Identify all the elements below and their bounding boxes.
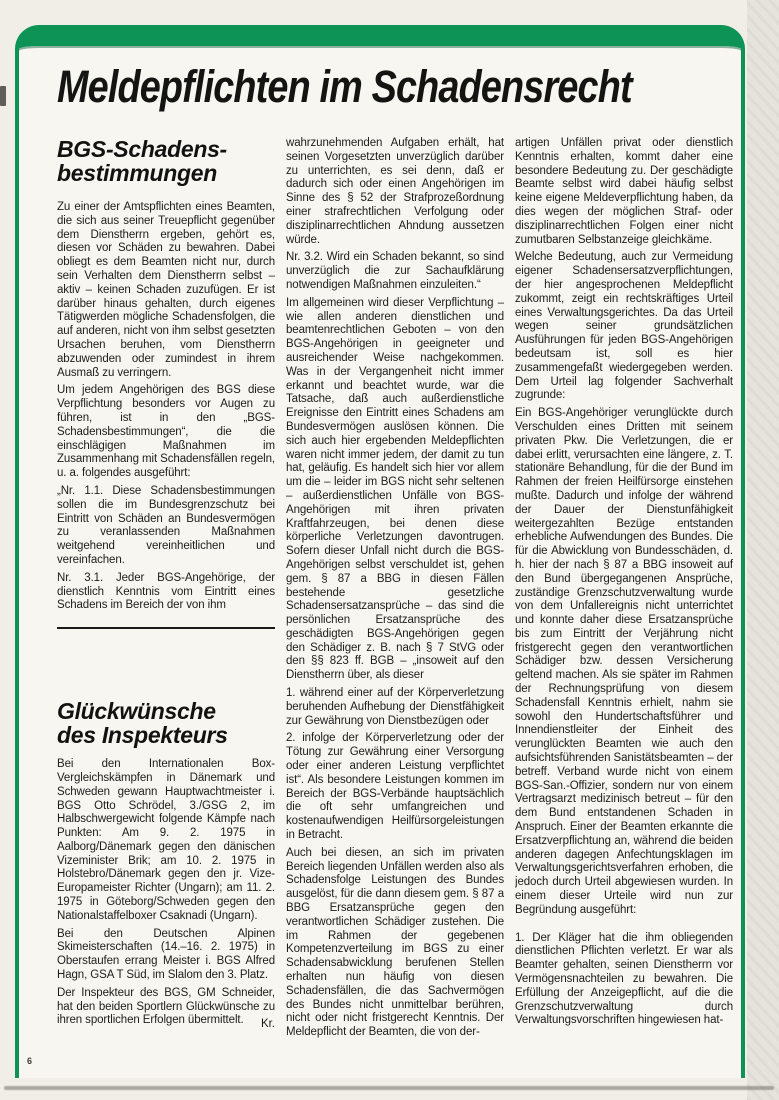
section-divider xyxy=(57,627,275,629)
article-heading-glueckwuensche xyxy=(57,699,275,747)
column-left xyxy=(57,137,275,1078)
page-number: 6 xyxy=(27,1056,33,1066)
paragraph: Der Inspekteur des BGS, GM Schneider, hat den beiden Sportlern Glückwünsche zu ihren sportlichen Erfolgen übermittelt. xyxy=(57,986,275,1027)
author-initials: Kr. xyxy=(260,1018,275,1031)
article-bgs-col1-text xyxy=(57,201,275,613)
heading-line-2: bestimmungen xyxy=(57,160,217,186)
paragraph: Bei den Deutschen Alpinen Skimeisterschaften (14.–16. 2. 1975) in Oberstaufen errang Meister i. BGS Alfred Hagn, GSA T Süd, im Slalom den 3. Platz. xyxy=(57,927,275,982)
paragraph: Bei den Internationalen Box-Vergleichskämpfen in Dänemark und Schweden gewann Hauptwachtmeister i. BGS Otto Schrödel, 3./GSG 2, im Halbschwergewicht folgende Kämpfe nach Punkten: Am 9. 2. 1975 in Aalborg/Dänemark gegen den dänischen Vizeminister Brik; am 10. 2. 1975 in Holstebro/Dänemark gegen den jr. Vize-Europameister Richter (Ungarn); am 11. 2. 1975 in Göteborg/Schweden gegen den Nationalstaffelboxer Csaknadi (Ungarn). xyxy=(57,758,275,922)
article-glueckwuensche xyxy=(57,699,275,1032)
heading-line-2: des Inspekteurs xyxy=(57,722,228,749)
paragraph: 1. während einer auf der Körperverletzung beruhenden Aufhebung der Dienstfähigkeit zur Gewährung von Dienstbezügen oder xyxy=(286,687,504,727)
paragraph: wahrzunehmenden Aufgaben erhält, hat seinen Vorgesetzten unverzüglich darüber zu unterrichten, es sei denn, daß er dadurch sich oder einen Angehörigen im Sinne des § 52 der Strafprozeßordnung einer strafrechtlichen Verfolgung oder disziplinarrechtlichen Ahndung aussetzen würde. xyxy=(286,137,504,246)
green-frame xyxy=(15,25,745,1078)
article-glueckwuensche-text xyxy=(57,758,275,1028)
paragraph: 2. infolge der Körperverletzung oder der Tötung zur Gewährung einer Versorgung oder einer anderen Leistung verpflichtet ist“. Als besondere Leistungen kommen im Bereich der BGS-Verbände hauptsächlich die oft sehr umfangreichen und kostenaufwendigen Heilfürsorgeleistungen in Betracht. xyxy=(286,732,504,842)
page-bottom-edge xyxy=(4,1086,774,1090)
paragraph: Auch bei diesen, an sich im privaten Bereich liegenden Unfällen werden also als Schadensfolge Leistungen des Bundes ausgelöst, für die dann diesem gem. § 87 a BBG Ersatzansprüche gegen den verantwortlichen Schädiger zustehen. Die im Rahmen der gegebenen Kompetenzverteilung im BGS zu einer Schadensabwicklung berufenen Stellen erhalten nun häufig von diesen Schadensfällen, die das Sachvermögen des Bundes nicht unmittelbar berühren, nicht oder nicht fristgerecht Kenntnis. Der Meldepflicht der Beamten, die von der- xyxy=(286,846,504,1039)
paragraph: Nr. 3.1. Jeder BGS-Angehörige, der dienstlich Kenntnis vom Eintritt eines Schadens im Bereich der von ihm xyxy=(57,571,275,612)
paragraph: 1. Der Kläger hat die ihm obliegenden dienstlichen Pflichten verletzt. Er war als Beamter gehalten, seinen Dienstherrn vor Vermögensnachteilen zu bewahren. Die Erfüllung der Anzeigepflicht, auf die die Grenzschutzverwaltung durch Verwaltungsvorschriften hingewiesen hat- xyxy=(515,931,733,1027)
paragraph: artigen Unfällen privat oder dienstlich Kenntnis erhalten, kommt daher eine besondere Bedeutung zu. Der geschädigte Beamte selbst wird dabei häufig selbst keine eigene Meldeverpflichtung haben, da dies wegen der möglichen Straf- oder disziplinarrechtlichen Folgen einer nicht zumutbaren Selbstanzeige gleichkäme. xyxy=(515,137,733,246)
paragraph: Ein BGS-Angehöriger verunglückte durch Verschulden eines Dritten mit seinem privaten Pkw. Die Verletzungen, die er dabei erlitt, verursachten eine längere, z. T. stationäre Behandlung, für die der Bund im Rahmen der freien Heilfürsorge einstehen mußte. Dadurch und infolge der während der Dauer der Dienstunfähigkeit weitergezahlten Bezüge entstanden erhebliche Aufwendungen des Bundes. Die für die Abwicklung von Bundesschäden, d. h. hier der nach § 87 a BBG insoweit auf den Bund übergegangenen Ansprüche, zuständige Grenzschutzverwaltung wurde von dem Unfallereignis nicht unterrichtet und konnte daher diese Ersatzansprüche bis zum Eintritt der Verjährung nicht fristgerecht gegen den verantwortlichen Schädiger bzw. dessen Versicherung geltend machen. Als sie später im Rahmen der Rechnungsprüfung von diesem Schadensfall Kenntnis erhielt, nahm sie sowohl den Hundertschaftsführer und Innendienstleiter der Einheit des verunglückten Beamten wie auch den aufsichtsführenden Sanistätsbeamten – der betreff. Verband wurde nicht von einem BGS-San.-Offizier, sondern nur von einem Vertragsarzt medizinisch betreut – für den dem Bund entstandenen Schaden in Anspruch. Einer der Beamten erkannte die Ersatzverpflichtung an, während die beiden anderen dagegen Anfechtungsklagen im Verwaltungsgerichtsverfahren erhoben, die jedoch durch Urteil abgewiesen wurden. In einem dieser Urteile wird nun zur Begründung ausgeführt: xyxy=(515,407,733,916)
paragraph: Um jedem Angehörigen des BGS diese Verpflichtung besonders vor Augen zu führen, ist in den „BGS-Schadensbestimmungen“, die die einschlägigen Maßnahmen im Zusammenhang mit Schadensfällen regeln, u. a. folgendes ausgeführt: xyxy=(57,384,275,480)
article-bgs-col3-text xyxy=(515,137,733,1028)
scan-right-margin xyxy=(747,0,779,1100)
scan-edge-mark xyxy=(0,86,6,106)
column-right xyxy=(515,137,733,1078)
page-title: Meldepflichten im Schadensrecht xyxy=(57,61,632,112)
paragraph: Zu einer der Amtspflichten eines Beamten, die sich aus seiner Treuepflicht gegenüber dem Dienstherrn ergeben, gehört es, diesen vor Schäden zu bewahren. Dabei obliegt es dem Beamten nicht nur, durch sein Verhalten dem Dienstherrn selbst – aktiv – keinen Schaden zuzufügen. Er ist darüber hinaus gehalten, durch eigenes Tätigwerden mögliche Schadensfolgen, die auf anderen, nicht von ihm selbst gesetzten Ursachen beruhen, vom Dienstherrn abzuwenden oder zumindest in ihrem Ausmaß zu verringern. xyxy=(57,201,275,379)
article-heading-bgs xyxy=(57,137,275,185)
column-layout xyxy=(57,137,733,1078)
paragraph: Nr. 3.2. Wird ein Schaden bekannt, so sind unverzüglich die zur Sachaufklärung notwendigen Maßnahmen einzuleiten.“ xyxy=(286,251,504,291)
article-bgs-schadensbestimmungen xyxy=(57,137,275,613)
heading-line-1: BGS-Schadens- xyxy=(57,137,227,162)
paragraph: Welche Bedeutung, auch zur Vermeidung eigener Schadensersatzverpflichtungen, der hier angesprochenen Meldepflicht zukommt, zeigt ein rechtskräftiges Urteil eines Verwaltungsgerichtes. Da das Urteil wegen seiner grundsätzlichen Ausführungen für jeden BGS-Angehörigen bedeutsam ist, soll es hier zusammengefaßt wiedergegeben werden. Dem Urteil lag folgender Sachverhalt zugrunde: xyxy=(515,251,733,402)
paragraph: Im allgemeinen wird dieser Verpflichtung – wie allen anderen dienstlichen und beamtenrechtlichen Geboten – von den BGS-Angehörigen in geeigneter und ausreichender Weise nachgekommen. Was in der Vergangenheit nicht immer erkannt und beachtet wurde, war die Tatsache, daß auch außerdienstliche Ereignisse den Eintritt eines Schadens am Bundesvermögen auslösen können. Die sich auch hier ergebenden Meldepflichten waren nicht immer jedem, der damit zu tun hat, geläufig. Es handelt sich hier vor allem um die – leider im BGS nicht sehr seltenen – außerdienstlichen Unfälle von BGS-Angehörigen mit ihren privaten Kraftfahrzeugen, bei denen diese körperliche Verletzungen davontrugen. Sofern dieser Unfall nicht durch die BGS-Angehörigen selbst verschuldet ist, gehen gem. § 87 a BBG in diesen Fällen bestehende gesetzliche Schadensersatzansprüche – das sind die persönlichen Ersatzansprüche des geschädigten BGS-Angehörigen gegen den Schädiger z. B. nach § 7 StVG oder den §§ 823 ff. BGB – „insoweit auf den Dienstherrn über, als dieser xyxy=(286,296,504,682)
paragraph: „Nr. 1.1. Diese Schadensbestimmungen sollen die im Bundesgrenzschutz bei Eintritt von Schäden an Bundesvermögen zu veranlassenden Maßnahmen weitgehend vereinheitlichen und vereinfachen. xyxy=(57,484,275,566)
heading-line-1: Glückwünsche xyxy=(57,698,216,725)
column-middle xyxy=(286,137,504,1078)
article-bgs-col2-text xyxy=(286,137,504,1040)
